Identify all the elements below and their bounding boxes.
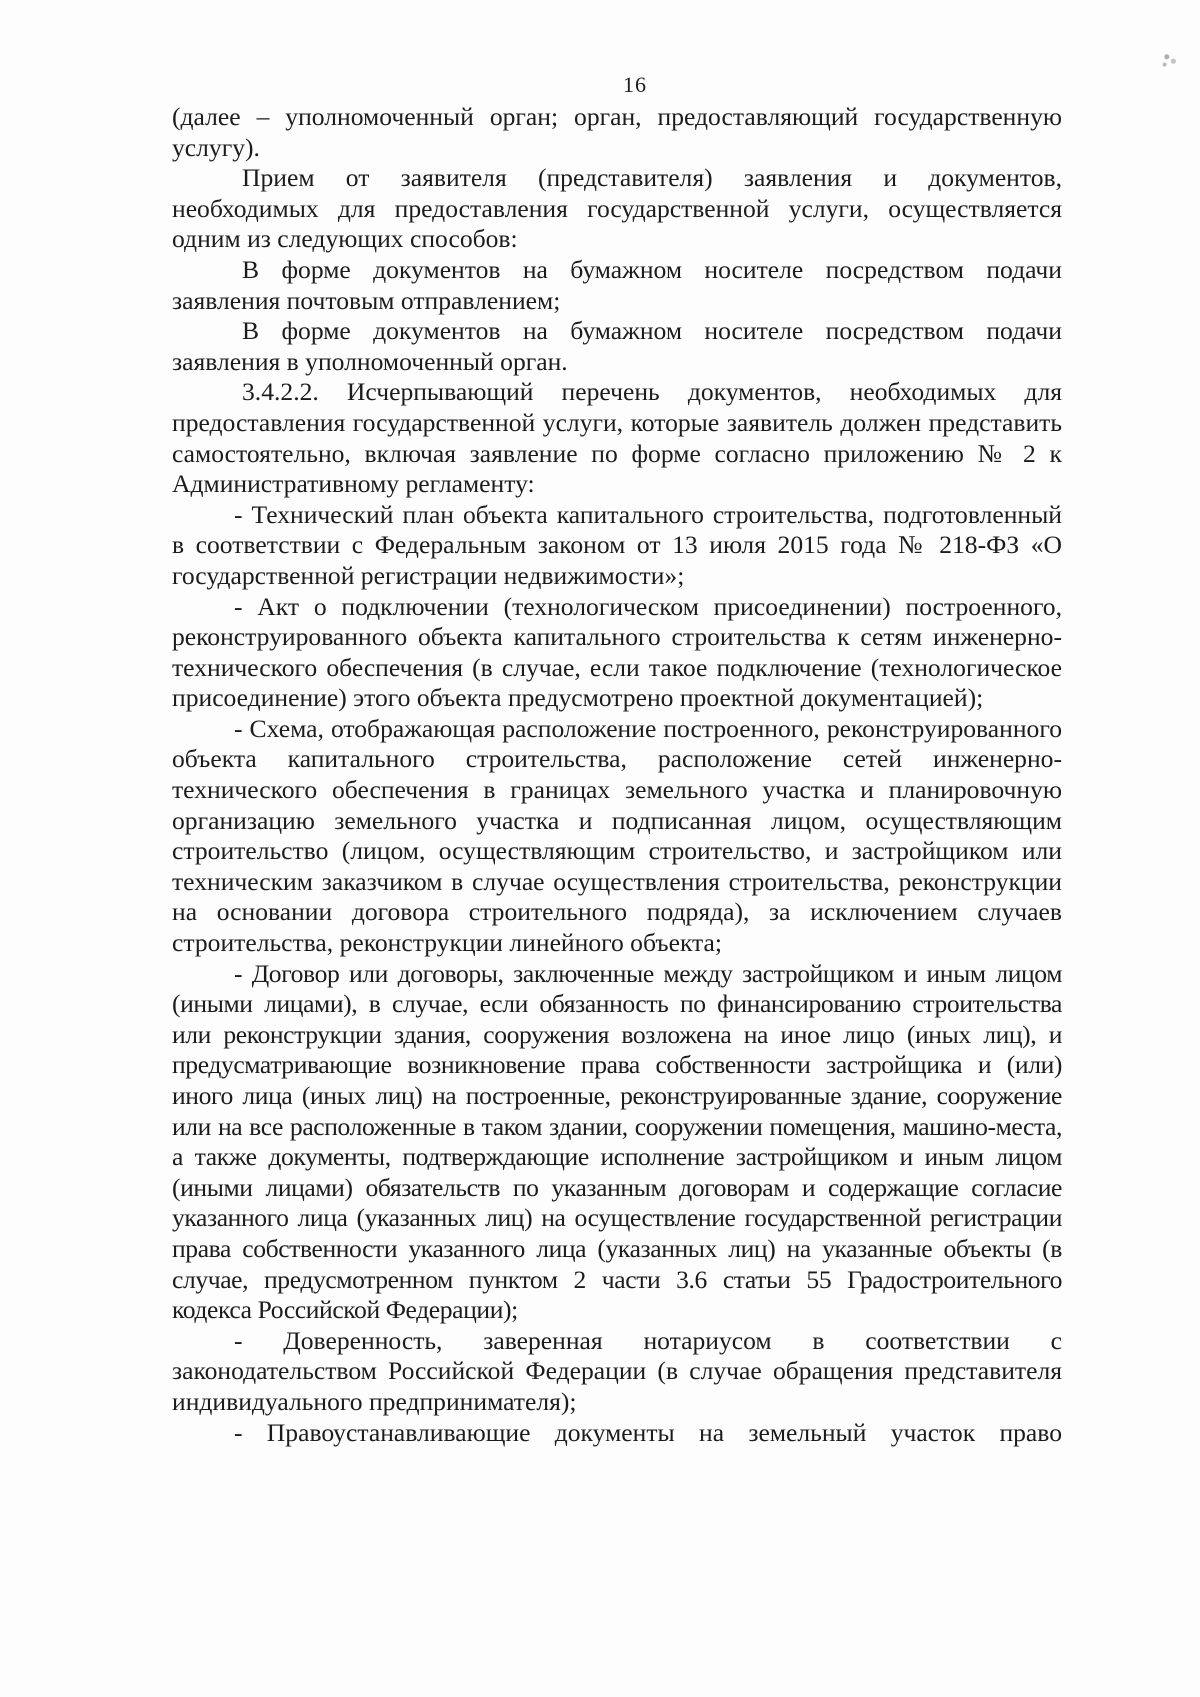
scan-artifact (1158, 48, 1180, 70)
list-item-technical-plan: - Технический план объекта капитального строительства, подготовленный в соответствии с Федеральным законом от 13 июля 2015 года № 218-ФЗ «О государственной регистрации недвижимости»; (172, 499, 1062, 590)
paragraph-submission-methods: Прием от заявителя (представителя) заявления и документов, необходимых для предоставления государственной услуги, осуществляется одним из следующих способов: (172, 163, 1062, 254)
paragraph-continuation: (далее – уполномоченный орган; орган, предоставляющий государственную услугу). (172, 102, 1062, 162)
list-item-title-documents: - Правоустанавливающие документы на земельный участок право (234, 1417, 1062, 1447)
paragraph-method-in-person: В форме документов на бумажном носителе посредством подачи заявления в уполномоченный орган. (172, 316, 1062, 376)
page-number: 16 (623, 72, 647, 97)
paragraph-section-3-4-2-2: 3.4.2.2. Исчерпывающий перечень документов, необходимых для предоставления государственной услуги, которые заявитель должен представить самостоятельно, включая заявление по форме согласно приложению № 2 к Административному регламенту: (172, 377, 1062, 499)
paragraph-method-postal: В форме документов на бумажном носителе посредством подачи заявления почтовым отправлением; (172, 254, 1062, 315)
list-item-contracts: - Договор или договоры, заключенные между застройщиком и иным лицом (иными лицами), в случае, если обязанность по финансированию строительства или реконструкции здания, сооружения возложена на иное лицо (иных лиц), и предусматривающие возникновение права собственности застройщика и (или) иного лица (иных лиц) на построенные, реконструированные здание, сооружение или на все расположенные в таком здании, сооружении помещения, машино-места, а также документы, подтверждающие исполнение застройщиком и иным лицом (иными лицами) обязательств по указанным договорам и содержащие согласие указанного лица (указанных лиц) на осуществление государственной регистрации права собственности указанного лица (указанных лиц) на указанные объекты (в случае, предусмотренном пунктом 2 части 3.6 статьи 55 Градостроительного кодекса Российской Федерации); (172, 958, 1062, 1325)
list-item-connection-act: - Акт о подключении (технологическом присоединении) построенного, реконструированного объекта капитального строительства к сетям инженерно-технического обеспечения (в случае, если такое подключение (технологическое присоединение) этого объекта предусмотрено проектной документацией); (172, 591, 1062, 713)
list-item-scheme: - Схема, отображающая расположение построенного, реконструированного объекта капитального строительства, расположение сетей инженерно-технического обеспечения в границах земельного участка и планировочную организацию земельного участка и подписанная лицом, осуществляющим строительство (лицом, осуществляющим строительство, и застройщиком или техническим заказчиком в случае осуществления строительства, реконструкции на основании договора строительного подряда), за исключением случаев строительства, реконструкции линейного объекта; (172, 713, 1062, 958)
list-item-power-of-attorney: - Доверенность, заверенная нотариусом в соответствии с законодательством Российской Федерации (в случае обращения представителя индивидуального предпринимателя); (172, 1325, 1062, 1416)
document-body (172, 102, 1062, 1448)
